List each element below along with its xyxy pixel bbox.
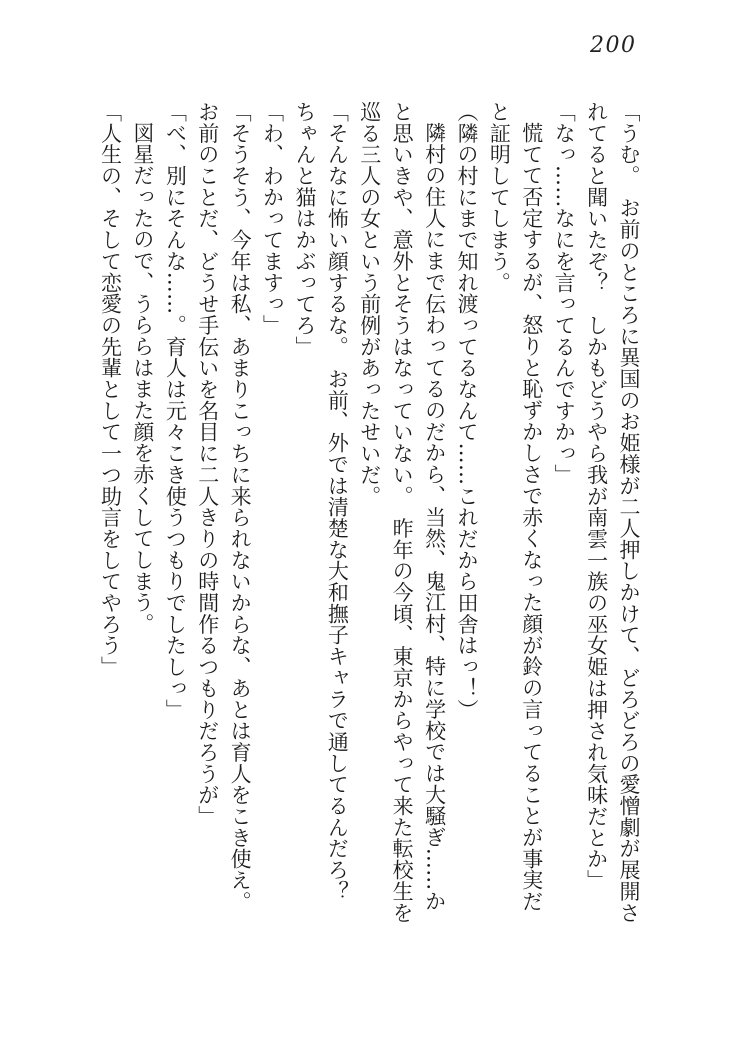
text-column-4: 慌てて否定するが、怒りと恥ずかしさで赤くなった顔が鈴の言ってることが事実だ [519, 122, 544, 912]
text-column-13: 「そうそう、今年は私、あまりこっちに来られないからな、あとは育人をこき使え。 [228, 101, 253, 913]
text-column-1: 「うむ。 お前のところに異国のお姫様が二人押しかけて、どろどろの愛憎劇が展開さ [617, 101, 641, 924]
text-column-5: と証明してしまう。 [487, 101, 512, 294]
text-column-15: 「べ、別にそんな……。育人は元々こき使うつもりでしたしっ」 [163, 101, 188, 721]
text-column-11: ちゃんと猫はかぶってろ」 [292, 101, 317, 358]
text-column-14: お前のことだ、どうせ手伝いを名目に二人きりの時間作るつもりだろうが」 [195, 101, 220, 827]
text-column-17: 「人生の、そして恋愛の先輩として一つ助言をしてやろう」 [98, 101, 123, 678]
text-column-10: 「そんなに怖い顔するな。 お前、外では清楚な大和撫子キャラで通してるんだろ？ [325, 101, 350, 902]
text-column-2: れてると聞いたぞ？ しかもどうやら我が南雲一族の巫女姫は押され気味だとか」 [584, 101, 609, 891]
text-column-7: 隣村の住人にまで伝わってるのだから、当然、鬼江村、特に学校では大騒ぎ……か [422, 122, 447, 912]
text-column-12: 「わ、わかってますっ」 [260, 101, 285, 336]
page-text-block [94, 101, 645, 939]
text-column-9: 巡る三人の女という前例があったせいだ。 [357, 101, 382, 507]
text-column-6: （隣の村にまで知れ渡ってるなんて……これだから田舎はっ！） [454, 101, 479, 721]
text-column-16: 図星だったので、うららはまた顔を赤くしてしまう。 [130, 122, 155, 635]
page-number: 200 [590, 33, 637, 58]
text-column-3: 「なっ……なにを言ってるんですかっ」 [552, 101, 577, 486]
text-column-8: と思いきや、意外とそうはなっていない。 昨年の今頃、東京からやって来た転校生を [390, 101, 415, 924]
